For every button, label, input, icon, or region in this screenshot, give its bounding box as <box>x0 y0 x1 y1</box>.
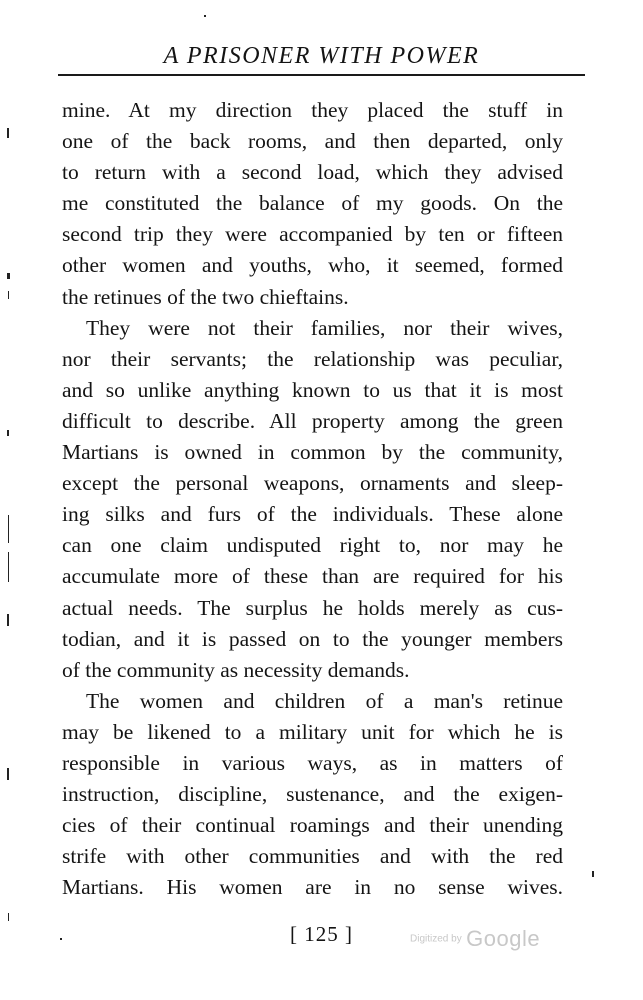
scan-speck <box>60 938 62 940</box>
text-line: except the personal weapons, ornaments and sleep- <box>62 471 563 496</box>
scan-speck <box>8 291 9 299</box>
text-line: and so unlike anything known to us that it is most <box>62 377 563 402</box>
paragraph-start-line: They were not their families, nor their wives, <box>86 315 563 340</box>
scan-speck <box>7 128 9 138</box>
running-head-title: A PRISONER WITH POWER <box>163 43 480 69</box>
text-line: Martians is owned in common by the community, <box>62 440 563 465</box>
text-line: actual needs. The surplus he holds merely as cus- <box>62 595 563 620</box>
text-line: accumulate more of these than are required for his <box>62 564 563 589</box>
watermark-logo-text: Google <box>466 926 541 951</box>
text-line: nor their servants; the relationship was peculiar, <box>62 346 563 371</box>
scan-speck <box>7 273 10 279</box>
text-line: responsible in various ways, as in matters of <box>62 750 563 775</box>
scan-speck <box>8 913 9 921</box>
scan-speck <box>204 15 206 17</box>
text-line: strife with other communities and with the red <box>62 844 563 869</box>
text-line: mine. At my direction they placed the stuff in <box>62 98 563 122</box>
text-line: may be likened to a military unit for which he is <box>62 719 563 744</box>
scan-speck <box>8 552 9 582</box>
text-line: the retinues of the two chieftains. <box>62 284 349 309</box>
paragraph-start-line: The women and children of a man's retinue <box>86 688 563 713</box>
scan-speck <box>8 515 9 543</box>
text-line: cies of their continual roamings and their unending <box>62 813 563 838</box>
text-line: of the community as necessity demands. <box>62 657 410 682</box>
text-line: can one claim undisputed right to, nor may he <box>62 533 563 558</box>
scan-speck <box>7 430 9 436</box>
digitized-by-google-watermark <box>410 926 540 952</box>
text-line: todian, and it is passed on to the younger members <box>62 626 563 651</box>
page-number: [ 125 ] <box>290 922 353 946</box>
text-line: other women and youths, who, it seemed, formed <box>62 253 563 278</box>
scan-speck <box>592 871 594 877</box>
scan-speck <box>7 768 9 780</box>
scan-speck <box>7 614 9 626</box>
text-line: Martians. His women are in no sense wives. <box>62 875 563 900</box>
text-line: instruction, discipline, sustenance, and the exigen- <box>62 782 563 807</box>
header-rule <box>58 74 585 76</box>
body-text <box>62 95 563 903</box>
text-line: to return with a second load, which they advised <box>62 160 563 185</box>
text-line: ing silks and furs of the individuals. These alone <box>62 502 563 527</box>
text-line: second trip they were accompanied by ten or fifteen <box>62 222 563 247</box>
text-line: me constituted the balance of my goods. On the <box>62 191 563 216</box>
text-line: one of the back rooms, and then departed, only <box>62 129 563 154</box>
watermark-small-text: Digitized by <box>410 933 462 945</box>
text-line: difficult to describe. All property among the green <box>62 408 563 433</box>
